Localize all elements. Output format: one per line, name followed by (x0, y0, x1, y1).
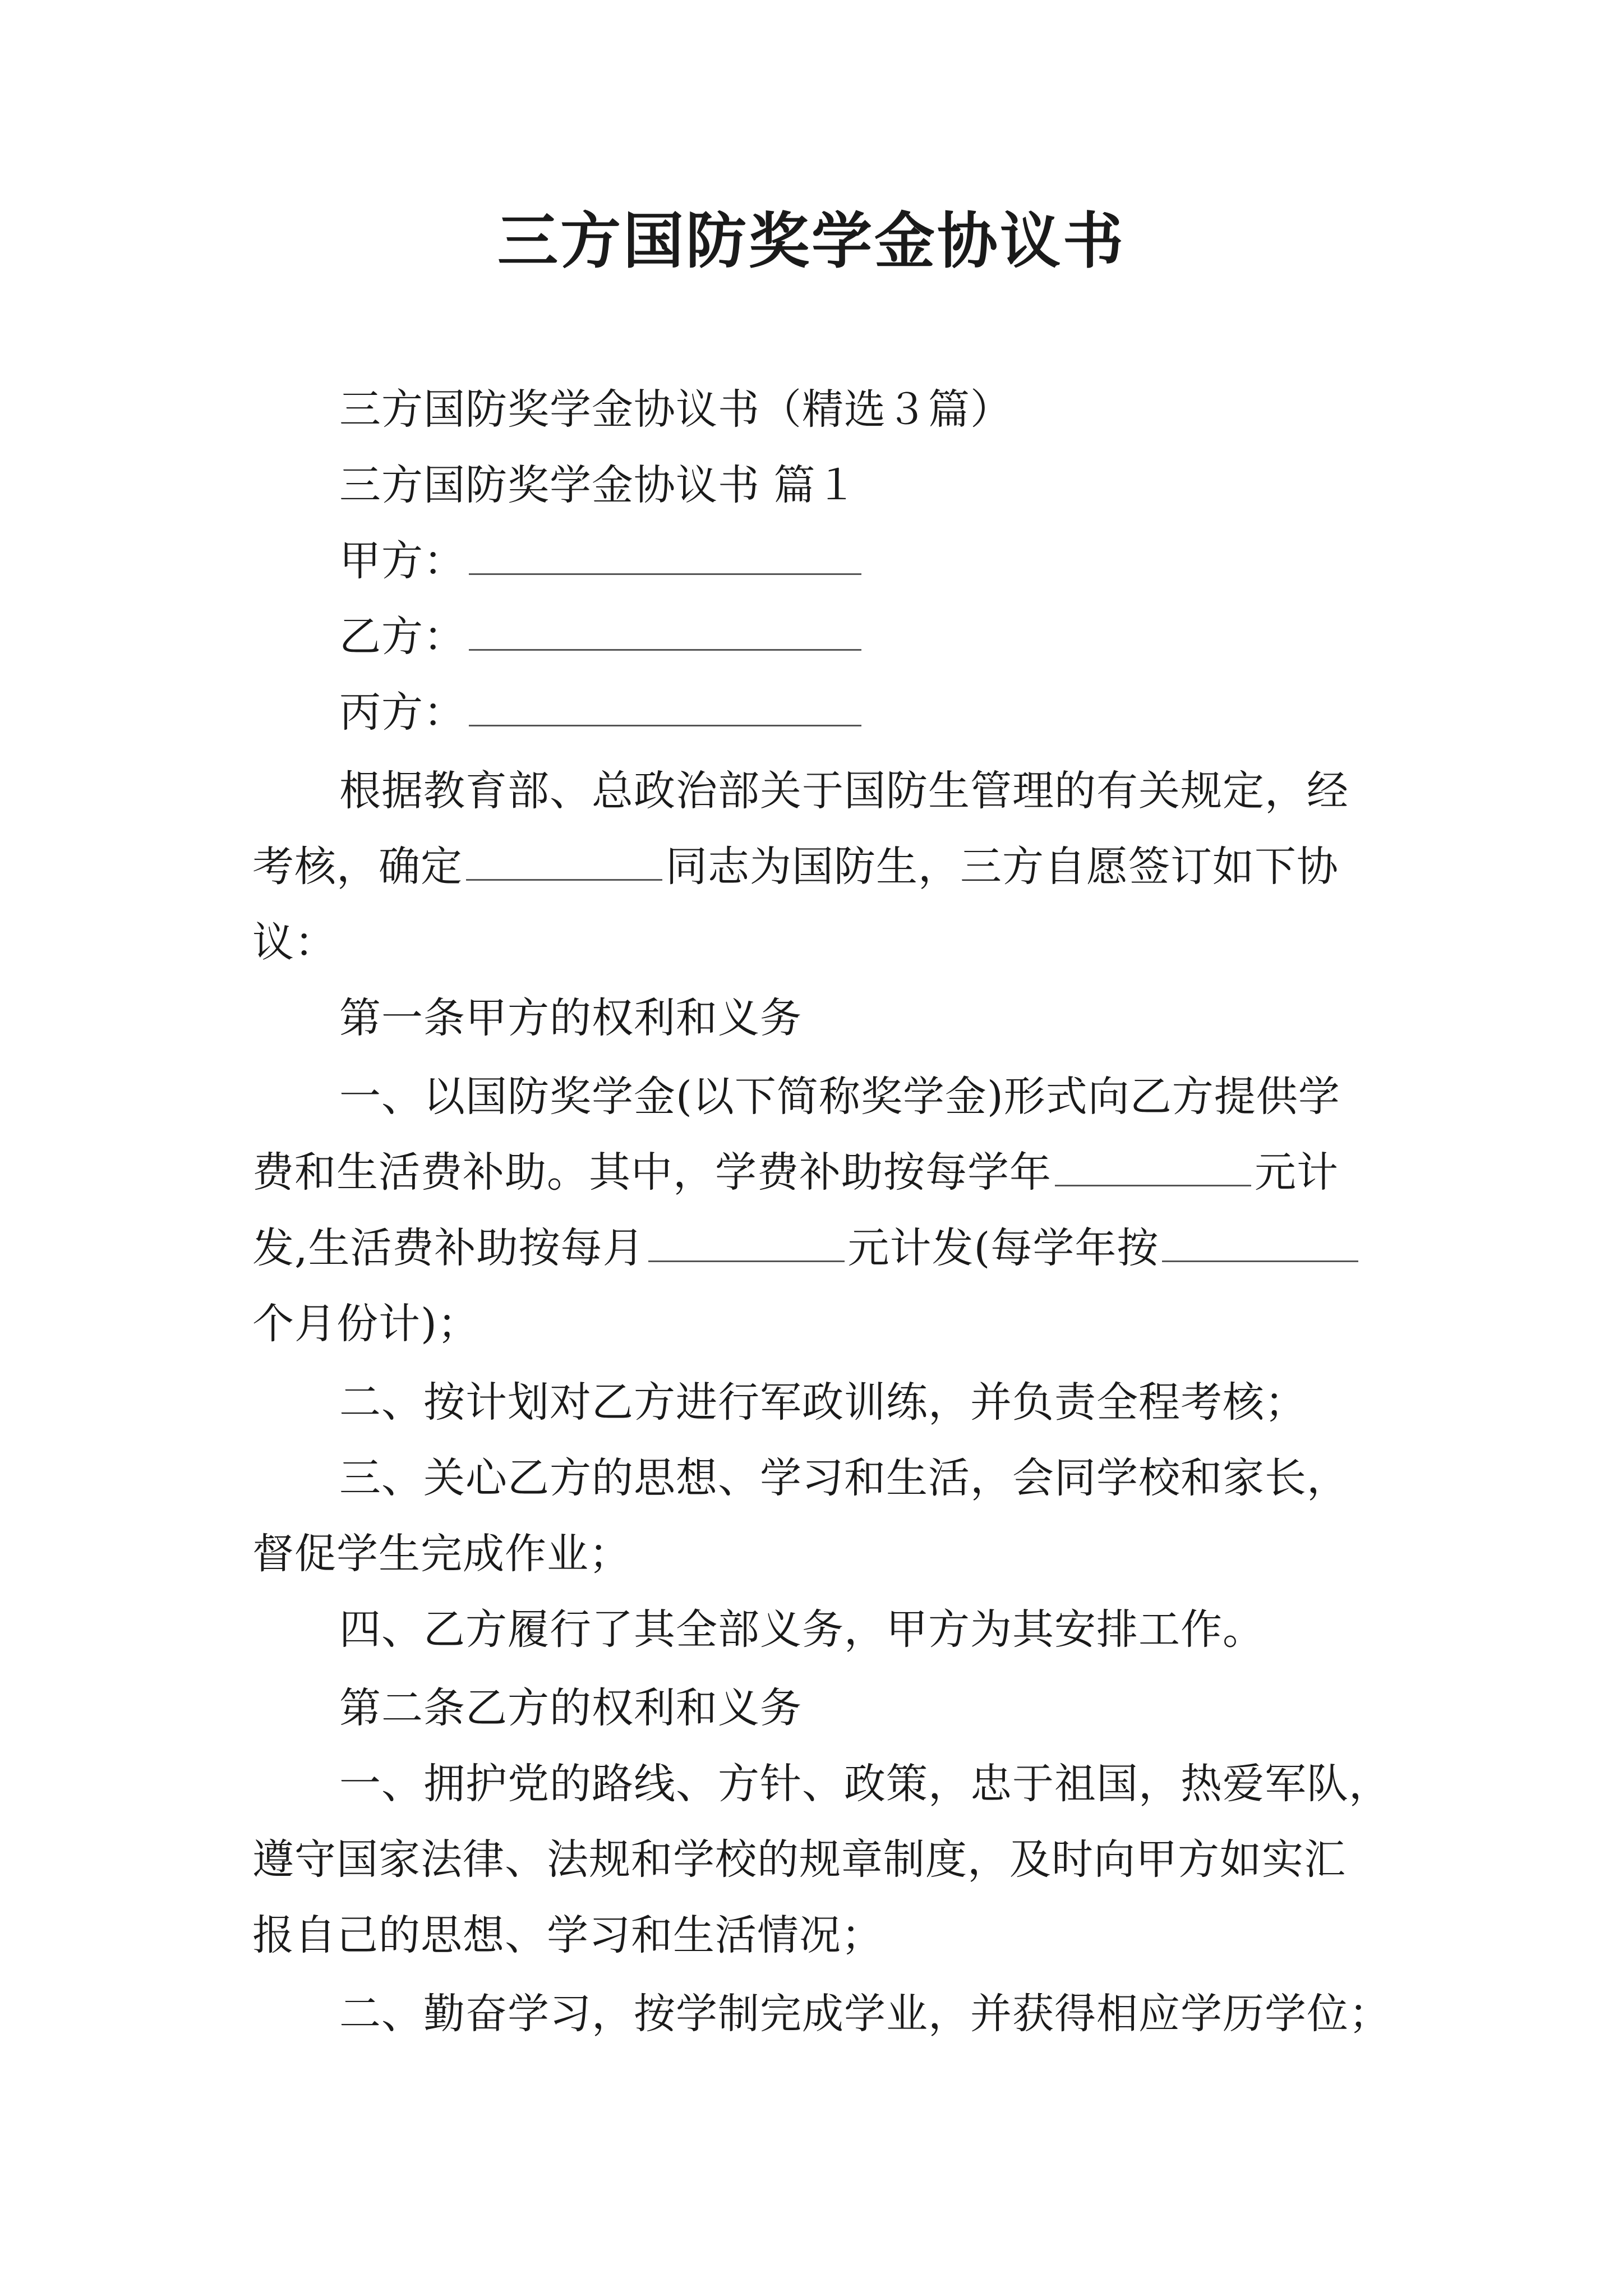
article-2-item-1-line-3: 报自己的思想、学习和生活情况； (252, 1911, 883, 1959)
intro-paragraph-line-1: 根据教育部、总政治部关于国防生管理的有关规定，经 (339, 767, 1349, 815)
months-blank (1162, 1223, 1358, 1262)
article-1-item-1-line-4: 个月份计)； (252, 1300, 479, 1348)
party-c-line: 丙方： (252, 684, 1472, 740)
intro-paragraph-line-3: 议： (252, 918, 336, 967)
party-b-blank (469, 612, 861, 651)
tuition-amount-blank (1055, 1148, 1251, 1186)
article-1-item-1-line-2: 费和生活费补助。其中，学费补助按每学年 元计 (252, 1148, 1339, 1197)
article-1-item-4: 四、乙方履行了其全部义务，甲方为其安排工作。 (339, 1605, 1265, 1654)
article-1-heading: 第一条甲方的权利和义务 (339, 994, 802, 1042)
article-2-item-1-line-2: 遵守国家法律、法规和学校的规章制度，及时向甲方如实汇 (252, 1835, 1346, 1884)
document-title: 三方国防奖学金协议书 (497, 206, 1126, 277)
party-c-blank (469, 688, 861, 726)
party-a-line: 甲方： (252, 533, 1472, 589)
article-2-item-2: 二、勤奋学习，按学制完成学业，并获得相应学历学位； (339, 1990, 1391, 2038)
article-1-item-2: 二、按计划对乙方进行军政训练，并负责全程考核； (339, 1378, 1307, 1427)
article-1-item-3-line-2: 督促学生完成作业； (252, 1530, 631, 1578)
article-1-item-3-line-1: 三、关心乙方的思想、学习和生活，会同学校和家长， (339, 1454, 1349, 1502)
party-a-blank (469, 536, 861, 575)
article-1-item-1-line-3: 发,生活费补助按每月 元计发(每学年按 (252, 1220, 1385, 1276)
subtitle-selection: 三方国防奖学金协议书（精选３篇） (339, 385, 1012, 434)
subtitle-part-1: 三方国防奖学金协议书 篇１ (339, 461, 858, 509)
name-blank (466, 842, 662, 881)
article-2-heading: 第二条乙方的权利和义务 (339, 1684, 802, 1732)
living-amount-blank (648, 1223, 845, 1262)
article-2-item-1-line-1: 一、拥护党的路线、方针、政策，忠于祖国，热爱军队， (339, 1760, 1391, 1808)
intro-paragraph-line-2: 考核，确定 同志为国防生，三方自愿签订如下协 (252, 843, 1339, 891)
party-b-line: 乙方： (252, 609, 1472, 665)
article-1-item-1-line-1: 一、以国防奖学金(以下简称奖学金)形式向乙方提供学 (339, 1073, 1340, 1121)
